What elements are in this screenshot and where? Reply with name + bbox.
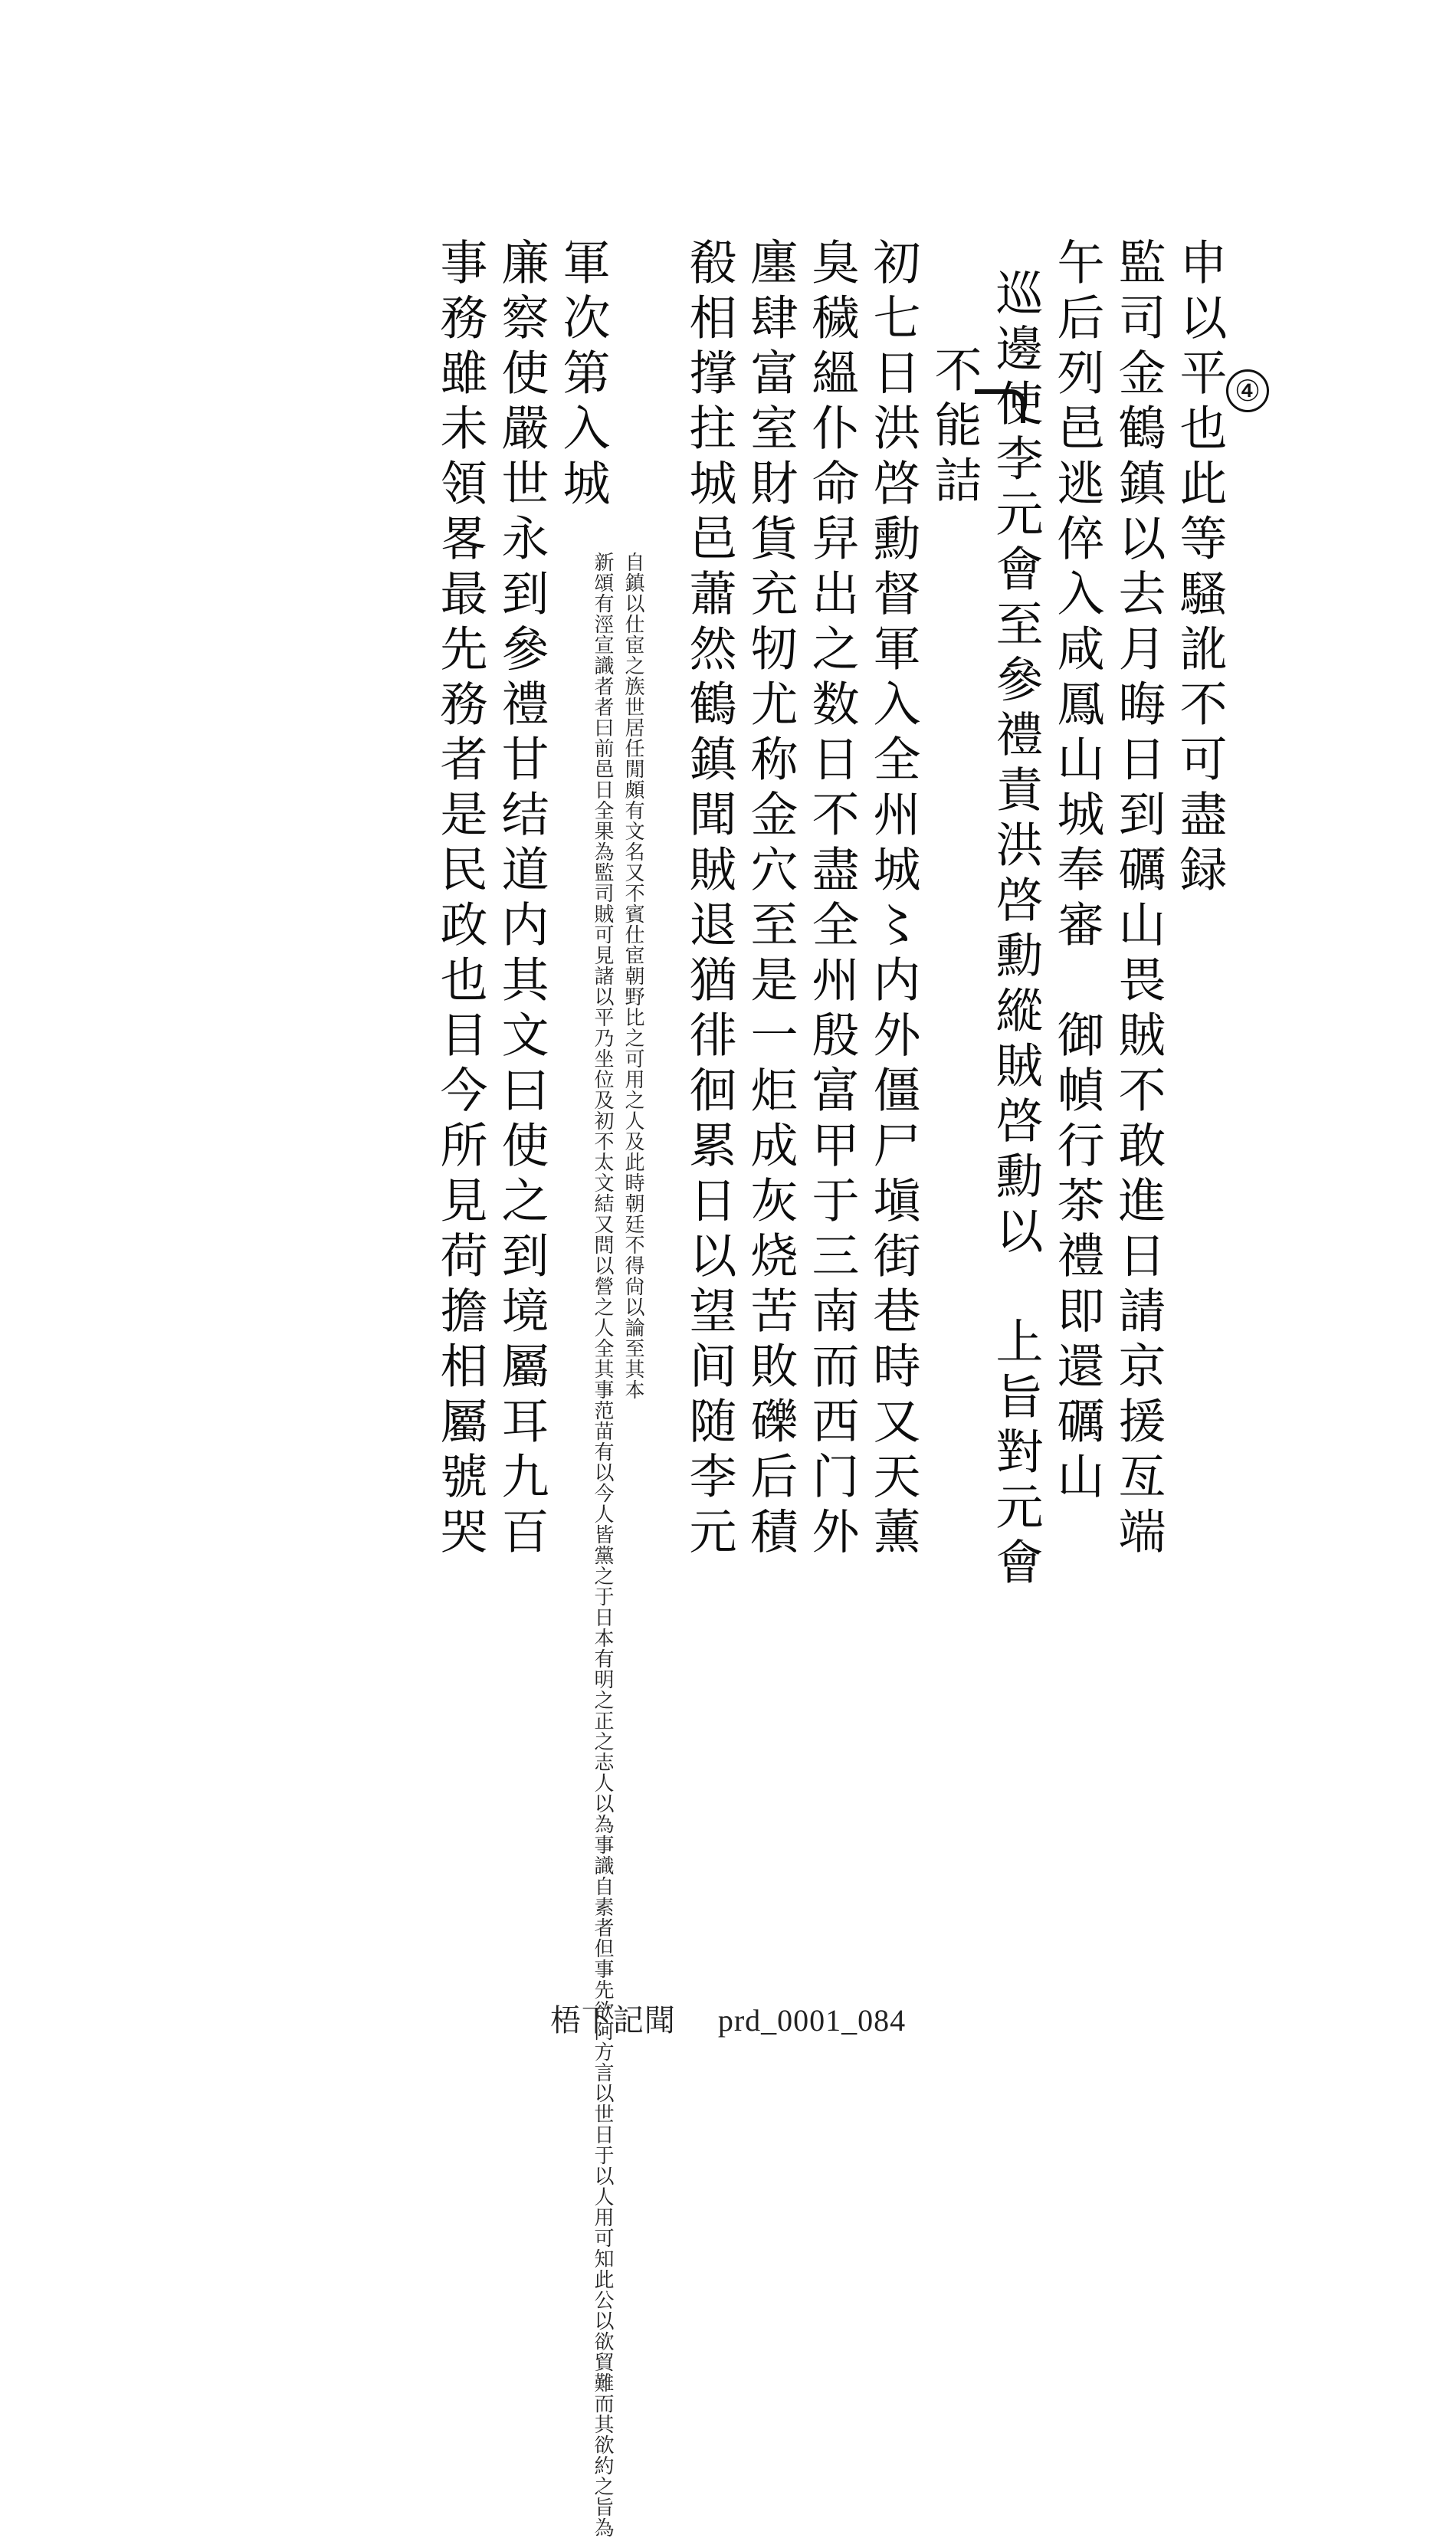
text-column-8: 廛肆富室財貨充牣尤称金穴至是一炬成灰烧苦敗礫后積 — [743, 238, 799, 1562]
text-column-4: 巡邊使李元會至參禮責洪啓勳縱賊啓勳以 上旨對元會 — [988, 268, 1044, 1592]
text-column-5: 不能詰 — [926, 345, 982, 510]
text-column-12: 事務雖未領畧最先務者是民政也目今所見荷擔相屬號哭 — [432, 238, 488, 1562]
page-footer — [0, 1996, 1456, 2040]
circled-number-marker: ④ — [1226, 369, 1269, 412]
annotation-column-2: 新頌有涇宣識者者曰前邑日全果為監司賊可見諸以平乃坐位及初不太文結又問以營之人全其事范苗有以今人皆黨之于日本有明之正之志人以為事識自素者但事先欲阿方言以世日于以人用可知此公以欲貿難而其欲約之旨為 — [591, 552, 614, 2538]
text-column-11: 廉察使嚴世永到參禮甘结道内其文曰使之到境屬耳九百 — [494, 238, 549, 1562]
footer-page-id: prd_0001_084 — [717, 2003, 907, 2038]
text-column-3: 午后列邑逃倅入咸鳳山城奉審 御幀行茶禮即還礪山 — [1049, 238, 1105, 1507]
text-column-9: 殽相撑拄城邑蕭然鶴鎮聞賊退猶徘徊累日以望间随李元 — [681, 238, 737, 1562]
footer-title: 梧下記聞 — [549, 2003, 676, 2038]
text-column-2: 監司金鶴鎮以去月晦日到礪山畏賊不敢進日請京援亙端 — [1110, 238, 1166, 1562]
text-column-10: 軍次第入城 — [555, 238, 611, 513]
annotation-column-1: 自鎮以仕宦之族世居任閒頗有文名又不賓仕宦朝野比之可用之人及此時朝廷不得尙以論至其本 — [621, 552, 644, 1400]
text-column-1: 申以平也此等騷訛不可盡録 — [1172, 238, 1228, 900]
text-column-6: 初七日洪啓勳督軍入全州城〻内外僵尸塡街巷時又天薰 — [865, 238, 921, 1562]
text-column-7: 臭穢縕仆命舁出之数日不盡全州殷富甲于三南而西门外 — [804, 238, 860, 1562]
